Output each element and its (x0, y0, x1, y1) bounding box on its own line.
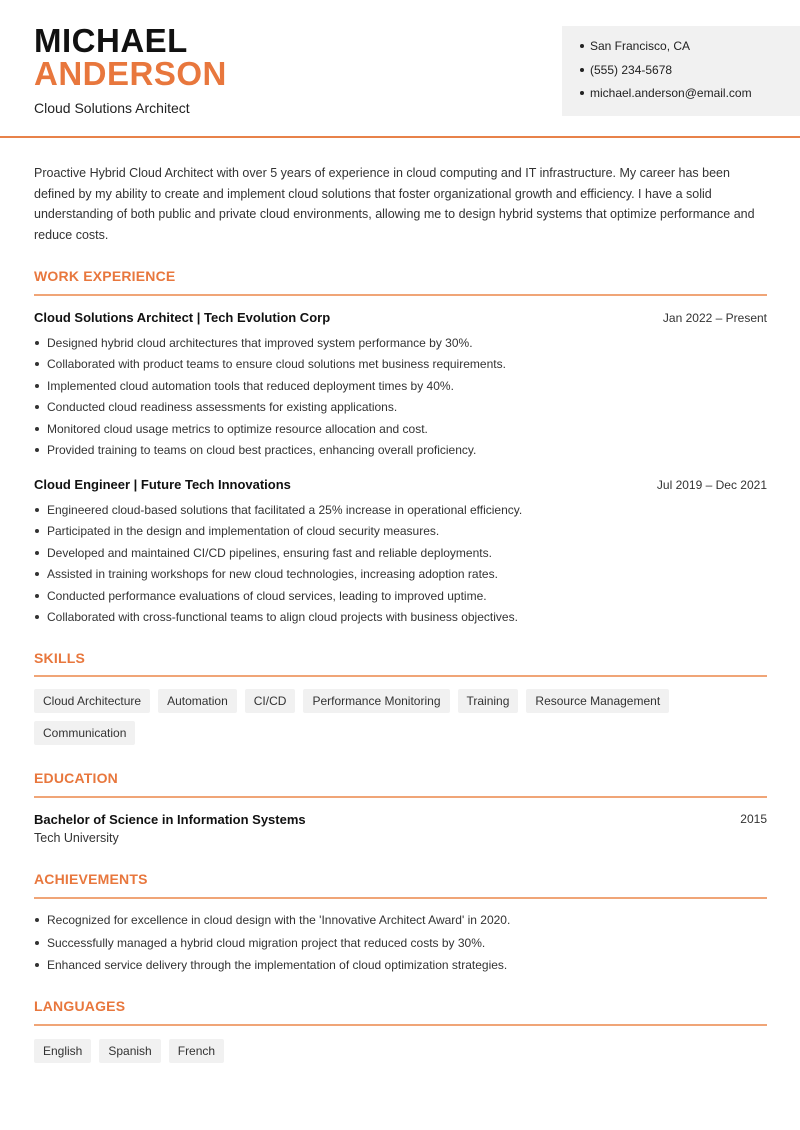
skill-tag: Resource Management (526, 689, 669, 713)
list-item: Recognized for excellence in cloud design with the 'Innovative Architect Award' in 2020. (34, 912, 767, 935)
job-bullets (34, 502, 767, 630)
skill-tag: Training (458, 689, 519, 713)
section-divider (34, 796, 767, 798)
job-title: Cloud Solutions Architect (34, 100, 190, 116)
skills-heading: SKILLS (34, 650, 85, 666)
skill-tag: Performance Monitoring (303, 689, 449, 713)
section-divider (34, 897, 767, 899)
list-item: Collaborated with product teams to ensure cloud solutions met business requirements. (34, 356, 767, 377)
list-item: Assisted in training workshops for new cloud technologies, increasing adoption rates. (34, 566, 767, 587)
contact-location: San Francisco, CA (580, 38, 800, 62)
list-item: Monitored cloud usage metrics to optimize resource allocation and cost. (34, 421, 767, 442)
school: Tech University (34, 831, 119, 845)
list-item: Participated in the design and implementation of cloud security measures. (34, 523, 767, 544)
job-bullets (34, 335, 767, 463)
job-role: Cloud Solutions Architect | Tech Evolution Corp (34, 310, 331, 325)
achievements-list (34, 912, 767, 980)
skill-tag: Communication (34, 721, 135, 745)
skill-tag: CI/CD (245, 689, 296, 713)
list-item: Developed and maintained CI/CD pipelines, ensuring fast and reliable deployments. (34, 545, 767, 566)
list-item: Implemented cloud automation tools that reduced deployment times by 40%. (34, 378, 767, 399)
section-divider (34, 675, 767, 677)
last-name: ANDERSON (34, 55, 227, 92)
graduation-year: 2015 (740, 812, 767, 826)
list-item: Provided training to teams on cloud best practices, enhancing overall proficiency. (34, 442, 767, 463)
skills-list (34, 689, 767, 745)
contact-phone: (555) 234-5678 (580, 62, 800, 86)
languages-list (34, 1039, 767, 1063)
job-dates: Jul 2019 – Dec 2021 (656, 478, 767, 492)
job-dates: Jan 2022 – Present (662, 311, 767, 325)
work-experience-heading: WORK EXPERIENCE (34, 268, 176, 284)
first-name: MICHAEL (34, 22, 188, 59)
job-role: Cloud Engineer | Future Tech Innovations (34, 477, 291, 492)
language-tag: French (169, 1039, 224, 1063)
list-item: Successfully managed a hybrid cloud migration project that reduced costs by 30%. (34, 935, 767, 958)
section-divider (34, 1024, 767, 1026)
list-item: Designed hybrid cloud architectures that improved system performance by 30%. (34, 335, 767, 356)
job-header (34, 310, 767, 325)
summary-paragraph: Proactive Hybrid Cloud Architect with over 5 years of experience in cloud computing and IT infrastructure. My career has been defined by my ability to create and implement cloud solutions that foster organizational growth and efficiency. I have a solid understanding of both public and private cloud environments, allowing me to design hybrid systems that optimize performance and reduce costs. (34, 166, 755, 242)
list-item: Engineered cloud-based solutions that facilitated a 25% increase in operational efficiency. (34, 502, 767, 523)
language-tag: Spanish (99, 1039, 160, 1063)
section-divider (34, 294, 767, 296)
job-header (34, 477, 767, 492)
list-item: Enhanced service delivery through the implementation of cloud optimization strategies. (34, 957, 767, 980)
list-item: Collaborated with cross-functional teams to align cloud projects with business objectives. (34, 609, 767, 630)
languages-heading: LANGUAGES (34, 998, 126, 1014)
language-tag: English (34, 1039, 91, 1063)
list-item: Conducted cloud readiness assessments for existing applications. (34, 399, 767, 420)
achievements-heading: ACHIEVEMENTS (34, 871, 148, 887)
contact-box (562, 26, 800, 116)
resume-header (0, 0, 800, 138)
education-heading: EDUCATION (34, 770, 118, 786)
contact-email[interactable]: michael.anderson@email.com (580, 85, 800, 109)
list-item: Conducted performance evaluations of cloud services, leading to improved uptime. (34, 588, 767, 609)
skill-tag: Automation (158, 689, 237, 713)
skill-tag: Cloud Architecture (34, 689, 150, 713)
degree: Bachelor of Science in Information Systems (34, 812, 306, 827)
